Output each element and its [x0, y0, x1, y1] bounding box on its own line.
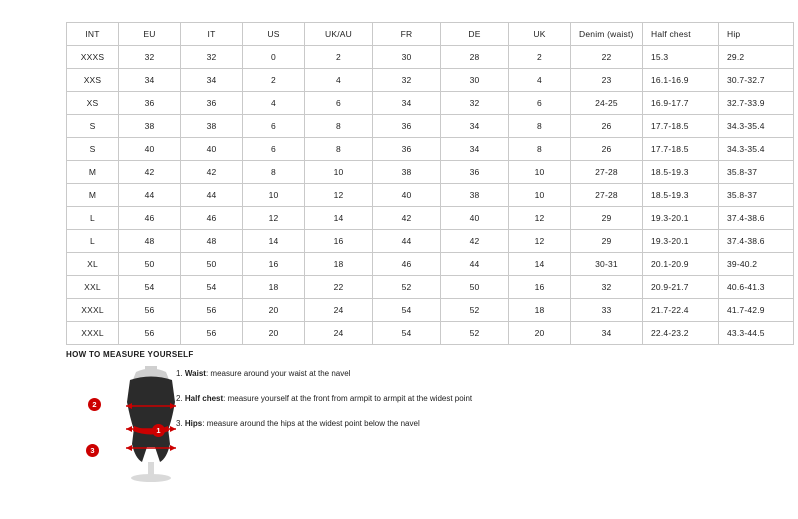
table-cell: 14 — [243, 230, 305, 253]
table-row — [67, 92, 794, 115]
size-chart-container — [66, 22, 765, 345]
table-cell: 17.7-18.5 — [643, 138, 719, 161]
table-cell: 37.4-38.6 — [719, 230, 794, 253]
table-cell: 34 — [571, 322, 643, 345]
table-cell: 54 — [181, 276, 243, 299]
table-cell: 46 — [181, 207, 243, 230]
table-cell: 40 — [119, 138, 181, 161]
table-row — [67, 69, 794, 92]
size-chart-table — [66, 22, 794, 345]
table-cell: 17.7-18.5 — [643, 115, 719, 138]
table-cell: 16 — [243, 253, 305, 276]
table-cell: 42 — [441, 230, 509, 253]
table-cell: 12 — [305, 184, 373, 207]
table-cell: 10 — [509, 184, 571, 207]
table-cell: 29.2 — [719, 46, 794, 69]
table-cell: 50 — [441, 276, 509, 299]
table-cell: 10 — [305, 161, 373, 184]
table-cell: 18 — [509, 299, 571, 322]
table-cell: XXXL — [67, 299, 119, 322]
table-cell: 34.3-35.4 — [719, 115, 794, 138]
table-cell: 24-25 — [571, 92, 643, 115]
table-cell: 41.7-42.9 — [719, 299, 794, 322]
table-cell: 4 — [509, 69, 571, 92]
measure-step-number: 1. — [176, 369, 183, 378]
measure-step-term: Half chest — [184, 394, 224, 403]
table-cell: 2 — [305, 46, 373, 69]
table-cell: 2 — [243, 69, 305, 92]
table-cell: 54 — [373, 299, 441, 322]
table-cell: 32 — [119, 46, 181, 69]
table-cell: XXXS — [67, 46, 119, 69]
table-cell: 38 — [119, 115, 181, 138]
table-cell: 43.3-44.5 — [719, 322, 794, 345]
table-cell: 30-31 — [571, 253, 643, 276]
measure-badge-3: 3 — [86, 444, 99, 457]
table-cell: 44 — [441, 253, 509, 276]
table-cell: 40 — [441, 207, 509, 230]
table-cell: 0 — [243, 46, 305, 69]
table-cell: 34 — [373, 92, 441, 115]
table-cell: 4 — [243, 92, 305, 115]
table-cell: 48 — [181, 230, 243, 253]
table-cell: 28 — [441, 46, 509, 69]
table-row — [67, 230, 794, 253]
table-cell: 29 — [571, 207, 643, 230]
table-cell: 26 — [571, 138, 643, 161]
table-cell: 38 — [441, 184, 509, 207]
table-header-row — [67, 23, 794, 46]
table-cell: 32 — [441, 92, 509, 115]
table-cell: 19.3-20.1 — [643, 207, 719, 230]
column-header: US — [243, 23, 305, 46]
table-cell: 34 — [181, 69, 243, 92]
table-cell: 18 — [243, 276, 305, 299]
table-cell: 20.9-21.7 — [643, 276, 719, 299]
table-cell: 34.3-35.4 — [719, 138, 794, 161]
table-cell: 16.1-16.9 — [643, 69, 719, 92]
table-cell: 15.3 — [643, 46, 719, 69]
table-cell: 12 — [509, 230, 571, 253]
table-row — [67, 276, 794, 299]
table-cell: 37.4-38.6 — [719, 207, 794, 230]
measure-step-text: : measure yourself at the front from armpit to armpit at the widest point — [223, 394, 473, 403]
table-cell: S — [67, 115, 119, 138]
table-cell: 54 — [373, 322, 441, 345]
table-cell: 4 — [305, 69, 373, 92]
table-cell: 32 — [181, 46, 243, 69]
table-cell: L — [67, 207, 119, 230]
table-cell: 27-28 — [571, 184, 643, 207]
table-cell: 54 — [119, 276, 181, 299]
column-header: UK — [509, 23, 571, 46]
table-cell: 44 — [181, 184, 243, 207]
table-cell: 18 — [305, 253, 373, 276]
column-header: EU — [119, 23, 181, 46]
table-cell: 33 — [571, 299, 643, 322]
table-cell: 20.1-20.9 — [643, 253, 719, 276]
table-cell: 40.6-41.3 — [719, 276, 794, 299]
table-cell: 22 — [305, 276, 373, 299]
table-cell: 20 — [243, 299, 305, 322]
table-cell: 42 — [181, 161, 243, 184]
table-cell: 26 — [571, 115, 643, 138]
table-cell: 46 — [119, 207, 181, 230]
table-cell: 44 — [119, 184, 181, 207]
table-cell: 36 — [373, 138, 441, 161]
measure-steps — [176, 368, 596, 443]
table-cell: 24 — [305, 322, 373, 345]
table-cell: 35.8-37 — [719, 184, 794, 207]
table-cell: XXS — [67, 69, 119, 92]
table-cell: 32 — [373, 69, 441, 92]
table-cell: 16.9-17.7 — [643, 92, 719, 115]
table-cell: 6 — [243, 138, 305, 161]
measure-step-term: Waist — [184, 369, 206, 378]
table-row — [67, 207, 794, 230]
table-cell: 6 — [305, 92, 373, 115]
table-cell: 8 — [305, 115, 373, 138]
table-cell: 20 — [243, 322, 305, 345]
table-cell: 56 — [181, 322, 243, 345]
table-cell: 10 — [509, 161, 571, 184]
table-cell: 32 — [571, 276, 643, 299]
table-cell: 21.7-22.4 — [643, 299, 719, 322]
table-row — [67, 138, 794, 161]
table-header — [67, 23, 794, 46]
table-cell: 30 — [373, 46, 441, 69]
table-cell: 12 — [509, 207, 571, 230]
measure-step — [176, 368, 596, 379]
table-cell: 30 — [441, 69, 509, 92]
measure-badge-2: 2 — [88, 398, 101, 411]
table-cell: XL — [67, 253, 119, 276]
table-cell: 27-28 — [571, 161, 643, 184]
table-cell: 56 — [119, 299, 181, 322]
table-cell: 56 — [181, 299, 243, 322]
table-cell: 48 — [119, 230, 181, 253]
table-cell: 8 — [509, 115, 571, 138]
table-row — [67, 253, 794, 276]
table-cell: 34 — [441, 138, 509, 161]
measure-step-text: : measure around the hips at the widest point below the navel — [202, 419, 420, 428]
table-cell: 2 — [509, 46, 571, 69]
table-row — [67, 322, 794, 345]
table-cell: 18.5-19.3 — [643, 184, 719, 207]
table-cell: 34 — [441, 115, 509, 138]
table-cell: 38 — [181, 115, 243, 138]
table-row — [67, 184, 794, 207]
table-cell: 22.4-23.2 — [643, 322, 719, 345]
measure-step — [176, 418, 596, 429]
measure-step-number: 3. — [176, 419, 183, 428]
table-cell: 38 — [373, 161, 441, 184]
table-cell: 30.7-32.7 — [719, 69, 794, 92]
table-cell: 22 — [571, 46, 643, 69]
table-cell: 10 — [243, 184, 305, 207]
table-cell: 52 — [441, 299, 509, 322]
table-cell: 39-40.2 — [719, 253, 794, 276]
table-cell: 34 — [119, 69, 181, 92]
measure-badge-1: 1 — [152, 424, 165, 437]
table-cell: 32.7-33.9 — [719, 92, 794, 115]
measure-step-term: Hips — [184, 419, 203, 428]
table-cell: 42 — [119, 161, 181, 184]
table-cell: 12 — [243, 207, 305, 230]
table-cell: 8 — [243, 161, 305, 184]
table-row — [67, 115, 794, 138]
table-cell: M — [67, 184, 119, 207]
column-header: DE — [441, 23, 509, 46]
table-cell: 29 — [571, 230, 643, 253]
column-header: UK/AU — [305, 23, 373, 46]
measure-step — [176, 393, 596, 404]
table-cell: 50 — [181, 253, 243, 276]
column-header: IT — [181, 23, 243, 46]
measure-step-text: : measure around your waist at the navel — [205, 369, 351, 378]
table-cell: S — [67, 138, 119, 161]
table-cell: 8 — [305, 138, 373, 161]
table-cell: L — [67, 230, 119, 253]
table-cell: XXL — [67, 276, 119, 299]
table-cell: 36 — [441, 161, 509, 184]
column-header: Denim (waist) — [571, 23, 643, 46]
table-cell: 52 — [441, 322, 509, 345]
table-cell: 36 — [119, 92, 181, 115]
table-cell: 23 — [571, 69, 643, 92]
table-cell: 16 — [509, 276, 571, 299]
column-header: Half chest — [643, 23, 719, 46]
table-cell: 56 — [119, 322, 181, 345]
table-row — [67, 46, 794, 69]
table-row — [67, 299, 794, 322]
table-cell: M — [67, 161, 119, 184]
table-cell: 24 — [305, 299, 373, 322]
table-cell: 44 — [373, 230, 441, 253]
column-header: INT — [67, 23, 119, 46]
table-cell: 18.5-19.3 — [643, 161, 719, 184]
how-to-measure-title: HOW TO MEASURE YOURSELF — [66, 350, 194, 359]
table-row — [67, 161, 794, 184]
measure-step-number: 2. — [176, 394, 183, 403]
table-cell: 42 — [373, 207, 441, 230]
table-cell: 16 — [305, 230, 373, 253]
table-cell: 35.8-37 — [719, 161, 794, 184]
table-cell: 40 — [373, 184, 441, 207]
table-cell: 8 — [509, 138, 571, 161]
table-cell: XS — [67, 92, 119, 115]
table-cell: 46 — [373, 253, 441, 276]
table-cell: 52 — [373, 276, 441, 299]
table-cell: XXXL — [67, 322, 119, 345]
table-cell: 36 — [181, 92, 243, 115]
table-cell: 20 — [509, 322, 571, 345]
table-cell: 19.3-20.1 — [643, 230, 719, 253]
column-header: Hip — [719, 23, 794, 46]
column-header: FR — [373, 23, 441, 46]
table-cell: 6 — [509, 92, 571, 115]
table-cell: 40 — [181, 138, 243, 161]
table-body — [67, 46, 794, 345]
table-cell: 6 — [243, 115, 305, 138]
table-cell: 36 — [373, 115, 441, 138]
table-cell: 14 — [509, 253, 571, 276]
table-cell: 50 — [119, 253, 181, 276]
table-cell: 14 — [305, 207, 373, 230]
